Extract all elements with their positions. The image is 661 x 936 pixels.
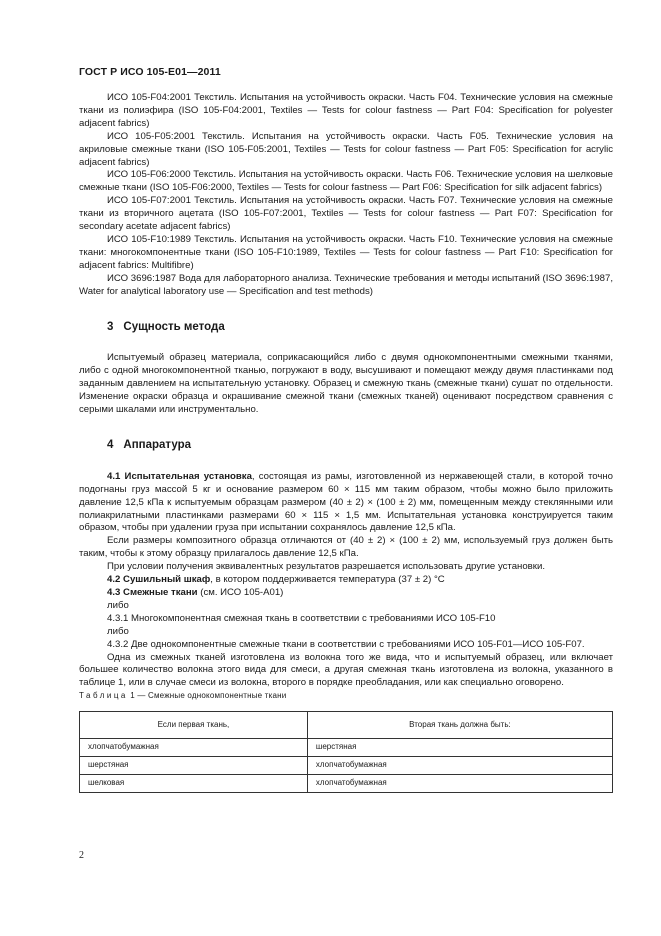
- reference-f04: ИСО 105-F04:2001 Текстиль. Испытания на устойчивость окраски. Часть F04. Технические условия на смежные ткани из полиэфира (ISO 105-F04:2001, Textiles — Tests for colour fastness — Part F04: Specification for polyester adjacent fabrics): [79, 92, 613, 129]
- clause-4-3-text: (см. ИСО 105-А01): [197, 587, 284, 598]
- clause-4-1-equivalent: При условии получения эквивалентных результатов разрешается использовать другие установки.: [107, 561, 545, 573]
- table-row: [80, 739, 613, 757]
- table-header-first: Если первая ткань,: [80, 712, 308, 739]
- section-3-number: 3: [107, 320, 114, 333]
- reference-f05: ИСО 105-F05:2001 Текстиль. Испытания на устойчивость окраски. Часть F05. Технические условия на акриловые смежные ткани (ISO 105-F05:2001, Textiles — Tests for colour fastness — Part F05: Specification for acrylic adjacent fabrics): [79, 130, 613, 168]
- table-cell: шерстяная: [80, 757, 308, 775]
- clause-4-2-number: 4.2: [107, 574, 121, 586]
- clause-4-3-1: 4.3.1 Многокомпонентная смежная ткань в соответствии с требованиями ИСО 105-F10: [107, 612, 496, 624]
- document-body: [79, 92, 613, 793]
- clause-4-3-title: Смежные ткани: [123, 587, 198, 598]
- table-header-row: [80, 712, 613, 739]
- table-caption: [79, 690, 613, 703]
- clause-4-3: [79, 587, 613, 600]
- table-header-second: Вторая ткань должна быть:: [307, 712, 612, 739]
- or-2: либо: [107, 625, 129, 637]
- table-caption-word: Таблица: [79, 691, 128, 701]
- clause-4-1: [79, 471, 613, 536]
- clause-4-3-number: 4.3: [107, 587, 121, 598]
- clause-4-2: [79, 574, 613, 587]
- table-row: [80, 775, 613, 793]
- section-4-heading: [79, 439, 613, 452]
- table-caption-text: 1 — Смежные однокомпонентные ткани: [127, 691, 287, 701]
- reference-f06: ИСО 105-F06:2000 Текстиль. Испытания на устойчивость окраски. Часть F06. Технические условия на шелковые смежные ткани (ISO 105-F06:2000, Textiles — Tests for colour fastness — Part F06: Specification for silk adjacent fabrics): [79, 169, 613, 194]
- table-cell: шерстяная: [307, 739, 612, 757]
- document-header: ГОСТ Р ИСО 105-Е01—2011: [79, 66, 221, 78]
- reference-3696: ИСО 3696:1987 Вода для лабораторного анализа. Технические требования и методы испытаний (ISO 3696:1987, Water for analytical laboratory use — Specification and test methods): [79, 272, 613, 297]
- clause-4-2-title: Сушильный шкаф: [123, 574, 211, 586]
- section-4-number: 4: [107, 438, 114, 451]
- section-4-title: Аппаратура: [123, 438, 192, 451]
- clause-4-1-sizes: Если размеры композитного образца отличаются от (40 ± 2) × (100 ± 2) мм, используемый груз должен быть таким, чтобы к этому образцу прилагалось давление 12,5 кПа.: [79, 535, 613, 560]
- table-cell: хлопчатобумажная: [307, 775, 612, 793]
- fabrics-table: [79, 711, 613, 793]
- clause-4-1-title: Испытательная установка: [124, 470, 252, 482]
- reference-f07: ИСО 105-F07:2001 Текстиль. Испытания на устойчивость окраски. Часть F07. Технические условия на смежные ткани из вторичного ацетата (ISO 105-F07:2001, Textiles — Tests for colour fastness — Part F07: Specification for secondary acetate adjacent fabrics): [79, 195, 613, 233]
- or-1: либо: [107, 599, 129, 611]
- clause-4-3-2: 4.3.2 Две однокомпонентные смежные ткани в соответствии с требованиями ИСО 105-F01—ИСО 105-F07.: [107, 638, 585, 650]
- clause-4-3-fibres: Одна из смежных тканей изготовлена из волокна того же вида, что и испытуемый образец, или включает большее количество волокна этого вида для смеси, а другая смежная ткань изготовлена из волокна, указанного в таблице 1, или в случае смеси из волокна, второго в порядке преобладания, или как специально оговорено.: [79, 651, 613, 689]
- section-3-heading: [79, 321, 613, 334]
- table-row: [80, 757, 613, 775]
- page-number: 2: [79, 850, 84, 861]
- table-cell: хлопчатобумажная: [307, 757, 612, 775]
- table-cell: хлопчатобумажная: [80, 739, 308, 757]
- table-cell: шелковая: [80, 775, 308, 793]
- clause-4-2-text: , в котором поддерживается температура (37 ± 2) °С: [210, 574, 445, 586]
- clause-4-1-text: , состоящая из рамы, изготовленной из нержавеющей стали, в которой точно подогнаны груз массой 5 кг и основание размером 60 × 115 мм таким образом, чтобы можно было приложить давление 12,5 кПа к испытуемым образцам размером (40 ± 2) × (100 ± 2) мм, помещенным между стеклянными или полиакрилатными пластинками размерами 60 × 115 × 1,5 мм. Испытательная установка конструируется таким образом, чтобы при удалении груза при испытании сохранялось давление 12,5 кПа.: [79, 470, 613, 534]
- reference-f10: ИСО 105-F10:1989 Текстиль. Испытания на устойчивость окраски. Часть F10. Технические условия на смежные ткани: многокомпонентные ткани (ISO 105-F10:1989, Textiles — Tests for colour fastness — Part F10: Specification for adjacent fabrics: Multifibre): [79, 233, 613, 271]
- section-3-text: Испытуемый образец материала, соприкасающийся либо с двумя однокомпонентными смежными тканями, либо с одной многокомпонентной тканью, погружают в воду, высушивают и помещают между двумя пластинками под заданным давлением на испытательную установку. Образец и смежную ткань (смежные ткани) сушат по отдельности. Изменение окраски образца и окрашивание смежной ткани (смежных тканей) оценивают посредством сравнения с серыми шкалами или инструментально.: [79, 352, 613, 416]
- clause-4-1-number: 4.1: [107, 470, 121, 482]
- section-3-title: Сущность метода: [123, 320, 225, 333]
